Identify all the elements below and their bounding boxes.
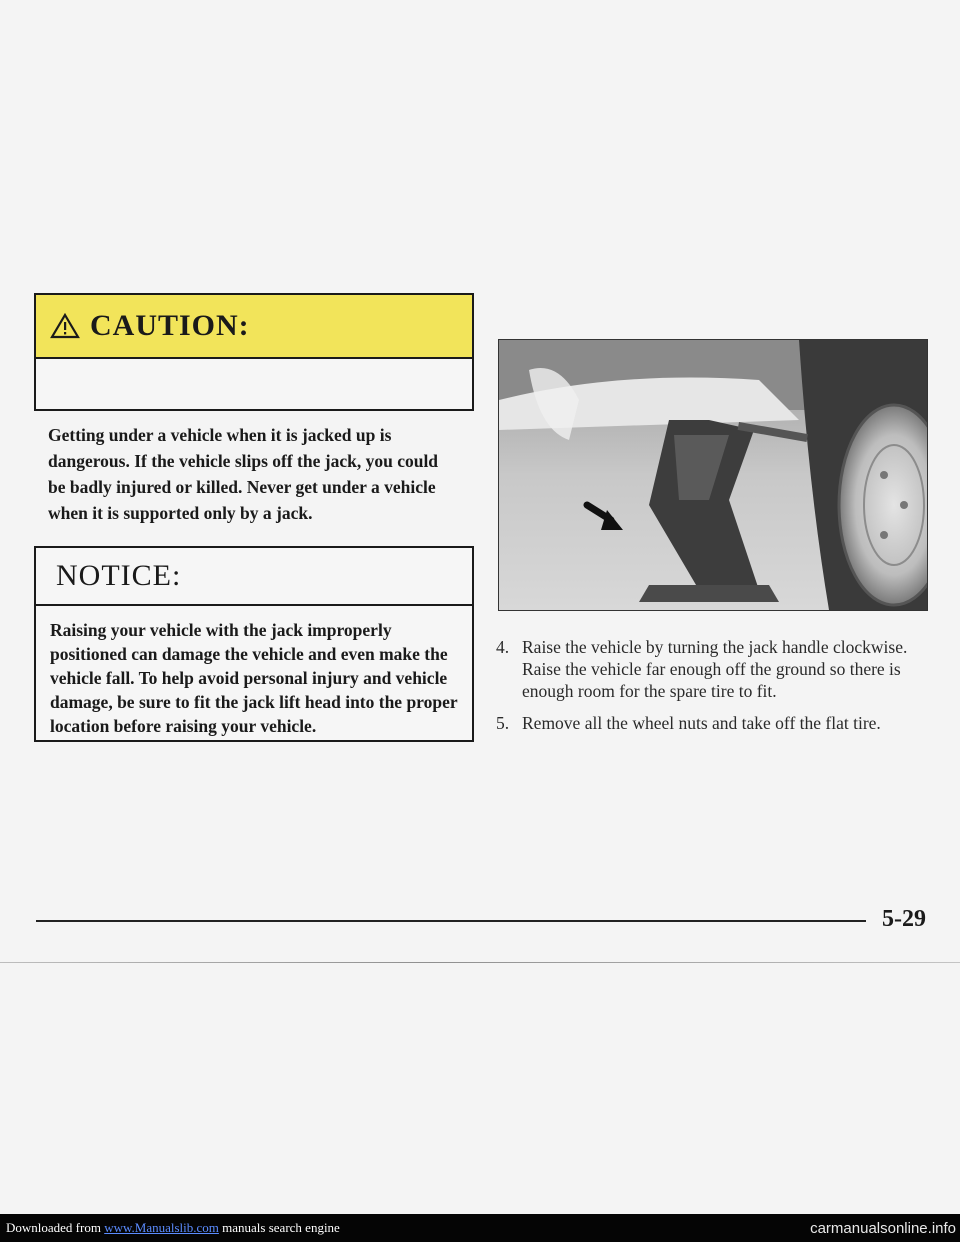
notice-title: NOTICE: — [56, 559, 182, 592]
caution-box — [34, 293, 474, 411]
watermark: carmanualsonline.info — [810, 1219, 956, 1237]
caution-header — [36, 295, 472, 359]
step-number: 5. — [496, 713, 510, 733]
step-text: Remove all the wheel nuts and take off the flat tire. — [522, 713, 881, 733]
list-item — [496, 636, 936, 702]
scan-line — [0, 962, 960, 963]
list-item — [496, 712, 936, 734]
notice-header — [36, 548, 472, 606]
manualslib-link[interactable]: www.Manualslib.com — [104, 1220, 219, 1235]
warning-triangle-icon — [50, 313, 80, 339]
caution-text: Getting under a vehicle when it is jacked up is dangerous. If the vehicle slips off the jack, you could be badly injured or killed. Never get under a vehicle when it is supported only by a jack. — [48, 425, 439, 523]
banner-text — [0, 1220, 340, 1236]
steps-list — [496, 636, 936, 744]
notice-box — [34, 546, 474, 742]
jack-photo — [498, 339, 928, 611]
banner-prefix: Downloaded from — [6, 1220, 105, 1235]
download-banner — [0, 1214, 960, 1242]
page-number: 5-29 — [882, 906, 926, 932]
caution-title: CAUTION: — [90, 309, 250, 342]
step-number: 4. — [496, 637, 510, 657]
footer-divider — [36, 920, 866, 922]
step-text: Raise the vehicle by turning the jack handle clockwise. Raise the vehicle far enough off the ground so there is enough room for the spare tire to fit. — [522, 637, 908, 701]
jack-photo-illustration — [499, 340, 927, 610]
notice-text: Raising your vehicle with the jack improperly positioned can damage the vehicle and even make the vehicle fall. To help avoid personal injury and vehicle damage, be sure to fit the jack lift head into the proper location before raising your vehicle. — [50, 620, 458, 736]
banner-suffix: manuals search engine — [218, 1220, 340, 1235]
